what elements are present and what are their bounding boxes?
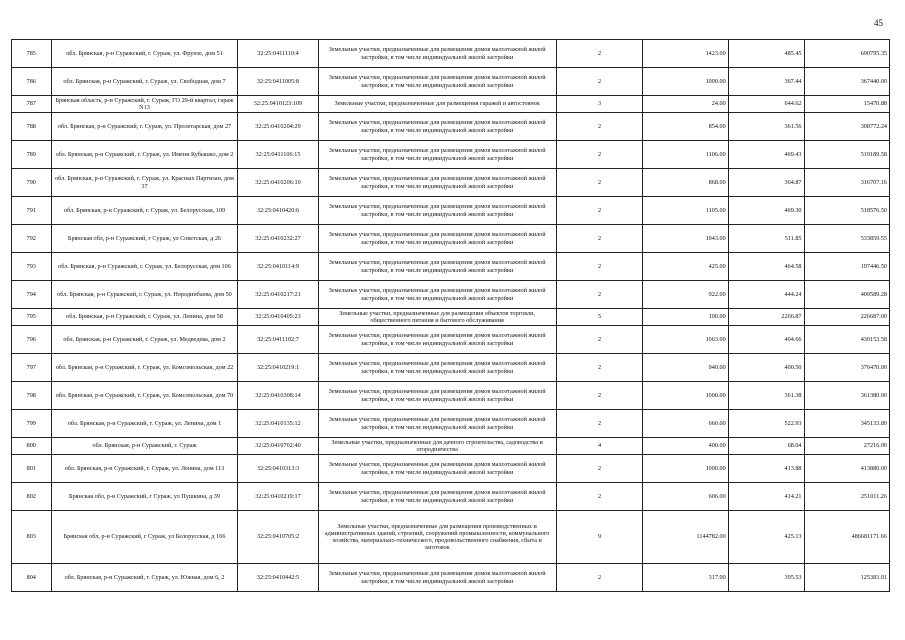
specific-value-cell: 400.50 (728, 354, 804, 382)
table-row (12, 253, 890, 281)
area-cell: 922.00 (643, 281, 728, 309)
group-code-cell: 2 (556, 281, 643, 309)
cadastral-value-cell: 690795.35 (804, 40, 889, 68)
area-cell: 24.00 (643, 96, 728, 113)
row-number: 794 (12, 281, 52, 309)
row-number: 796 (12, 326, 52, 354)
cadastral-value-cell: 15470.88 (804, 96, 889, 113)
cadastral-value-cell: 413880.00 (804, 455, 889, 483)
land-use-cell: Земельные участки, предназначенные для размещения домов малоэтажной жилой застройки, в том числе индивидуальной жилой застройки (318, 40, 556, 68)
table-row (12, 382, 890, 410)
area-cell: 1000.00 (643, 455, 728, 483)
group-code-cell: 9 (556, 511, 643, 564)
area-cell: 1043.00 (643, 225, 728, 253)
specific-value-cell: 485.45 (728, 40, 804, 68)
table-row (12, 113, 890, 141)
specific-value-cell: 2266.87 (728, 309, 804, 326)
group-code-cell: 5 (556, 309, 643, 326)
cadastral-number-cell: 32:25:0410206:10 (238, 169, 318, 197)
row-number: 788 (12, 113, 52, 141)
address-cell: обл. Брянская, р-н Суражский, г. Сураж (51, 438, 238, 455)
cadastral-value-cell: 316707.16 (804, 169, 889, 197)
cadastral-value-cell: 226687.00 (804, 309, 889, 326)
area-cell: 1000.00 (643, 68, 728, 96)
cadastral-number-cell: 32:25:0410232:27 (238, 225, 318, 253)
cadastral-value-cell: 518576.50 (804, 197, 889, 225)
table-row (12, 68, 890, 96)
address-cell: обл. Брянская, р-н Суражский, г. Сураж, ул. Фрунзе, дом 51 (51, 40, 238, 68)
specific-value-cell: 425.13 (728, 511, 804, 564)
row-number: 802 (12, 483, 52, 511)
page-number: 45 (874, 18, 883, 28)
group-code-cell: 2 (556, 169, 643, 197)
area-cell: 1144782.00 (643, 511, 728, 564)
table-row (12, 511, 890, 564)
cadastral-value-cell: 197446.50 (804, 253, 889, 281)
table-row (12, 354, 890, 382)
land-use-cell: Земельные участки, предназначенные для дачного строительства, садоводства и огородничества (318, 438, 556, 455)
group-code-cell: 2 (556, 354, 643, 382)
cadastral-number-cell: 32:25:0410313:3 (238, 455, 318, 483)
land-use-cell: Земельные участки, предназначенные для размещения домов малоэтажной жилой застройки, в том числе индивидуальной жилой застройки (318, 483, 556, 511)
cadastral-number-cell: 32:25:0410705:2 (238, 511, 318, 564)
table-row (12, 197, 890, 225)
table-row (12, 281, 890, 309)
area-cell: 854.00 (643, 113, 728, 141)
specific-value-cell: 464.58 (728, 253, 804, 281)
area-cell: 940.00 (643, 354, 728, 382)
cadastral-value-cell: 367440.00 (804, 68, 889, 96)
specific-value-cell: 414.21 (728, 483, 804, 511)
address-cell: обл. Брянская, р-н Суражский, г. Сураж, ул. Ленина, дом 1 (51, 410, 238, 438)
cadastral-number-cell: 32:25:0410405:23 (238, 309, 318, 326)
area-cell: 660.00 (643, 410, 728, 438)
cadastral-number-cell: 32:25:0410135:12 (238, 410, 318, 438)
row-number: 791 (12, 197, 52, 225)
address-cell: Брянская обл, р-н Суражский, г Сураж, ул Советская, д 26 (51, 225, 238, 253)
specific-value-cell: 395.53 (728, 564, 804, 592)
cadastral-number-cell: 32:25:0410219:1 (238, 354, 318, 382)
group-code-cell: 2 (556, 253, 643, 281)
row-number: 793 (12, 253, 52, 281)
row-number: 800 (12, 438, 52, 455)
specific-value-cell: 364.87 (728, 169, 804, 197)
land-use-cell: Земельные участки, предназначенные для размещения гаражей и автостоянок (318, 96, 556, 113)
table-body (12, 40, 890, 592)
land-use-cell: Земельные участки, предназначенные для размещения домов малоэтажной жилой застройки, в том числе индивидуальной жилой застройки (318, 410, 556, 438)
cadastral-value-cell: 125383.01 (804, 564, 889, 592)
specific-value-cell: 361.38 (728, 382, 804, 410)
cadastral-number-cell: 32:25:0410114:9 (238, 253, 318, 281)
address-cell: обл. Брянская, р-н Суражский, г. Сураж, ул. Белорусская, 109 (51, 197, 238, 225)
land-use-cell: Земельные участки, предназначенные для размещения домов малоэтажной жилой застройки, в том числе индивидуальной жилой застройки (318, 169, 556, 197)
group-code-cell: 2 (556, 225, 643, 253)
row-number: 786 (12, 68, 52, 96)
cadastral-number-cell: 32:25:0411110:4 (238, 40, 318, 68)
land-use-cell: Земельные участки, предназначенные для размещения домов малоэтажной жилой застройки, в том числе индивидуальной жилой застройки (318, 382, 556, 410)
group-code-cell: 2 (556, 68, 643, 96)
cadastral-number-cell: 32:25:0410219:17 (238, 483, 318, 511)
cadastral-number-cell: 32:25:0411106:15 (238, 141, 318, 169)
land-use-cell: Земельные участки, предназначенные для размещения домов малоэтажной жилой застройки, в том числе индивидуальной жилой застройки (318, 197, 556, 225)
specific-value-cell: 511.85 (728, 225, 804, 253)
area-cell: 1106.00 (643, 141, 728, 169)
area-cell: 425.00 (643, 253, 728, 281)
group-code-cell: 2 (556, 40, 643, 68)
land-use-cell: Земельные участки, предназначенные для размещения домов малоэтажной жилой застройки, в том числе индивидуальной жилой застройки (318, 253, 556, 281)
specific-value-cell: 361.56 (728, 113, 804, 141)
row-number: 798 (12, 382, 52, 410)
area-cell: 400.00 (643, 438, 728, 455)
table-row (12, 309, 890, 326)
address-cell: обл. Брянская, р-н Суражский, г. Сураж, ул. Медведева, дом 2 (51, 326, 238, 354)
cadastral-number-cell: 32:25:0411102:7 (238, 326, 318, 354)
specific-value-cell: 469.30 (728, 197, 804, 225)
land-use-cell: Земельные участки, предназначенные для размещения домов малоэтажной жилой застройки, в том числе индивидуальной жилой застройки (318, 225, 556, 253)
cadastral-value-cell: 345133.80 (804, 410, 889, 438)
group-code-cell: 2 (556, 564, 643, 592)
specific-value-cell: 68.04 (728, 438, 804, 455)
land-use-cell: Земельные участки, предназначенные для размещения домов малоэтажной жилой застройки, в том числе индивидуальной жилой застройки (318, 455, 556, 483)
table-row (12, 564, 890, 592)
group-code-cell: 4 (556, 438, 643, 455)
group-code-cell: 2 (556, 382, 643, 410)
address-cell: Брянская обл, р-н Суражский, г Сураж, ул Белорусская, д 166 (51, 511, 238, 564)
cadastral-value-table (11, 39, 890, 592)
row-number: 804 (12, 564, 52, 592)
row-number: 795 (12, 309, 52, 326)
specific-value-cell: 444.24 (728, 281, 804, 309)
land-use-cell: Земельные участки, предназначенные для размещения объектов торговли, общественного питания и бытового обслуживания (318, 309, 556, 326)
cadastral-value-cell: 519189.58 (804, 141, 889, 169)
address-cell: обл. Брянская, р-н Суражский, г. Сураж, ул. Комсомольская, дом 22 (51, 354, 238, 382)
land-use-cell: Земельные участки, предназначенные для размещения домов малоэтажной жилой застройки, в том числе индивидуальной жилой застройки (318, 326, 556, 354)
group-code-cell: 2 (556, 113, 643, 141)
address-cell: обл. Брянская, р-н Суражский, г. Сураж, ул. Пролетарская, дом 27 (51, 113, 238, 141)
address-cell: обл. Брянская, р-н Суражский, г. Сураж, ул. Комсомольская, дом 70 (51, 382, 238, 410)
table-row (12, 455, 890, 483)
specific-value-cell: 413.88 (728, 455, 804, 483)
cadastral-value-cell: 430153.58 (804, 326, 889, 354)
cadastral-number-cell: 32:25:0410442:5 (238, 564, 318, 592)
land-use-cell: Земельные участки, предназначенные для размещения домов малоэтажной жилой застройки, в том числе индивидуальной жилой застройки (318, 141, 556, 169)
address-cell: Брянская область, р-н Суражский, г. Сураж, ГО 29-й квартал, гараж N13 (51, 96, 238, 113)
address-cell: обл. Брянская, р-н Суражский, г. Сураж, ул. Ленина, дом 113 (51, 455, 238, 483)
cadastral-value-cell: 486681171.66 (804, 511, 889, 564)
address-cell: обл. Брянская, р-н Суражский, г. Сураж, ул. Белорусская, дом 106 (51, 253, 238, 281)
land-use-cell: Земельные участки, предназначенные для размещения домов малоэтажной жилой застройки, в том числе индивидуальной жилой застройки (318, 564, 556, 592)
row-number: 792 (12, 225, 52, 253)
group-code-cell: 2 (556, 410, 643, 438)
address-cell: обл. Брянская, р-н Суражский, г. Сураж, ул. Красных Партизан, дом 37 (51, 169, 238, 197)
specific-value-cell: 469.43 (728, 141, 804, 169)
land-use-cell: Земельные участки, предназначенные для размещения домов малоэтажной жилой застройки, в том числе индивидуальной жилой застройки (318, 281, 556, 309)
specific-value-cell: 644.62 (728, 96, 804, 113)
address-cell: обл. Брянская, р-н Суражский, г. Сураж, ул. Южная, дом 6, 2 (51, 564, 238, 592)
address-cell: Брянская обл, р-н Суражский, г Сураж, ул Пушкина, д 39 (51, 483, 238, 511)
specific-value-cell: 404.66 (728, 326, 804, 354)
table-row (12, 96, 890, 113)
table-row (12, 483, 890, 511)
specific-value-cell: 367.44 (728, 68, 804, 96)
table-row (12, 141, 890, 169)
area-cell: 1105.00 (643, 197, 728, 225)
group-code-cell: 2 (556, 141, 643, 169)
address-cell: обл. Брянская, р-н Суражский, г. Сураж, ул. Имени Кубышко, дом 2 (51, 141, 238, 169)
group-code-cell: 2 (556, 455, 643, 483)
table-row (12, 410, 890, 438)
cadastral-number-cell: 32:25:0411005:8 (238, 68, 318, 96)
area-cell: 868.00 (643, 169, 728, 197)
area-cell: 606.00 (643, 483, 728, 511)
area-cell: 1000.00 (643, 382, 728, 410)
cadastral-value-cell: 409589.28 (804, 281, 889, 309)
row-number: 785 (12, 40, 52, 68)
row-number: 803 (12, 511, 52, 564)
group-code-cell: 2 (556, 483, 643, 511)
table-row (12, 169, 890, 197)
address-cell: обл. Брянская, р-н Суражский, г. Сураж, ул. Свободная, дом 7 (51, 68, 238, 96)
land-use-cell: Земельные участки, предназначенные для размещения домов малоэтажной жилой застройки, в том числе индивидуальной жилой застройки (318, 68, 556, 96)
cadastral-number-cell: 32:25:0410308:14 (238, 382, 318, 410)
table-row (12, 326, 890, 354)
table-row (12, 40, 890, 68)
address-cell: обл. Брянская, р-н Суражский, г. Сураж, ул. Нородинбаева, дом 50 (51, 281, 238, 309)
row-number: 799 (12, 410, 52, 438)
table-row (12, 225, 890, 253)
area-cell: 100.00 (643, 309, 728, 326)
cadastral-value-cell: 376470.00 (804, 354, 889, 382)
land-use-cell: Земельные участки, предназначенные для размещения производственных и административных зданий, строений, сооружений промышленности, коммунального хозяйства, материально-технического, продовольственного снабжения, сбыта и заготовок (318, 511, 556, 564)
area-cell: 1423.00 (643, 40, 728, 68)
cadastral-value-cell: 251011.26 (804, 483, 889, 511)
row-number: 797 (12, 354, 52, 382)
cadastral-number-cell: 32:25:0410217:21 (238, 281, 318, 309)
cadastral-number-cell: 32:25:0410702:40 (238, 438, 318, 455)
cadastral-value-cell: 533859.55 (804, 225, 889, 253)
row-number: 801 (12, 455, 52, 483)
row-number: 790 (12, 169, 52, 197)
area-cell: 317.00 (643, 564, 728, 592)
cadastral-number-cell: 32:25:0410123:109 (238, 96, 318, 113)
row-number: 789 (12, 141, 52, 169)
group-code-cell: 2 (556, 326, 643, 354)
cadastral-number-cell: 32:25:0410420:6 (238, 197, 318, 225)
cadastral-value-cell: 361380.00 (804, 382, 889, 410)
table-row (12, 438, 890, 455)
group-code-cell: 2 (556, 197, 643, 225)
group-code-cell: 3 (556, 96, 643, 113)
row-number: 787 (12, 96, 52, 113)
cadastral-value-cell: 308772.24 (804, 113, 889, 141)
specific-value-cell: 522.93 (728, 410, 804, 438)
cadastral-number-cell: 32:25:0410204:29 (238, 113, 318, 141)
address-cell: обл. Брянская, р-н Суражский, г. Сураж, ул. Ленина, дом 58 (51, 309, 238, 326)
land-use-cell: Земельные участки, предназначенные для размещения домов малоэтажной жилой застройки, в том числе индивидуальной жилой застройки (318, 113, 556, 141)
land-use-cell: Земельные участки, предназначенные для размещения домов малоэтажной жилой застройки, в том числе индивидуальной жилой застройки (318, 354, 556, 382)
cadastral-value-cell: 27216.00 (804, 438, 889, 455)
area-cell: 1063.00 (643, 326, 728, 354)
